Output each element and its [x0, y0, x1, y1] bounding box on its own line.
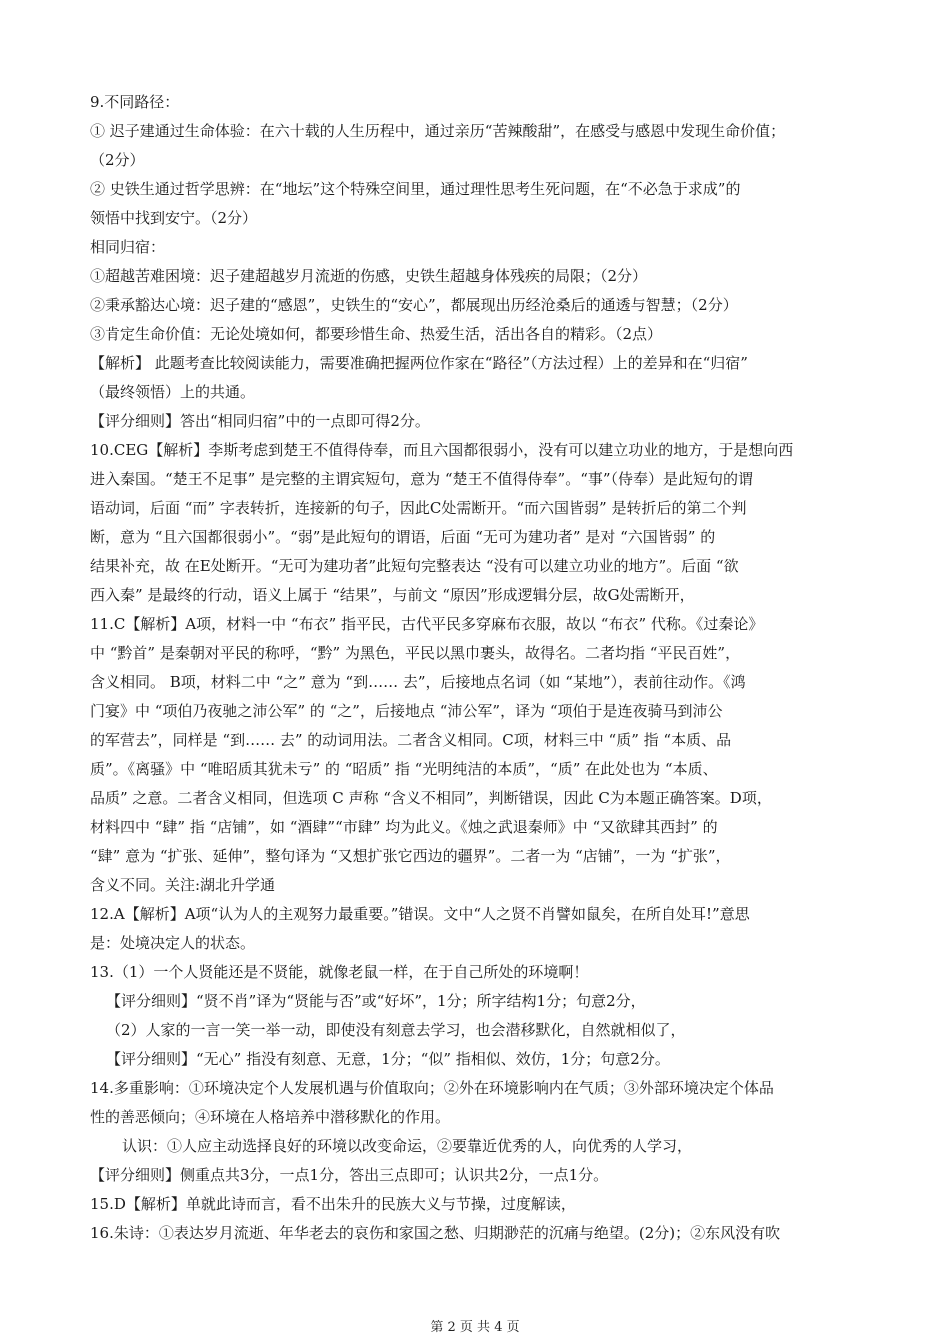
- text-line: 中 “黔首” 是秦朝对平民的称呼，“黔” 为黑色，平民以黑巾裹头，故得名。二者均指 “平民百姓”，: [90, 644, 741, 662]
- text-line: 相同归宿：: [90, 238, 166, 256]
- text-line: “肆” 意为 “扩张、延伸”，整句译为 “又想扩张它西边的疆界”。二者一为 “店铺”，一为 “扩张”，: [90, 847, 731, 865]
- text-line: 【评分细则】“无心” 指没有刻意、无意，1分；“似” 指相似、效仿，1分；句意2分。: [106, 1050, 670, 1068]
- text-line: 16.朱诗：①表达岁月流逝、年华老去的哀伤和家国之愁、归期渺茫的沉痛与绝望。(2分)；②东风没有吹: [90, 1224, 781, 1242]
- text-line: （最终领悟）上的共通。: [90, 383, 256, 401]
- text-line: ② 史铁生通过哲学思辨：在“地坛”这个特殊空间里，通过理性思考生死问题，在“不必急于求成”的: [90, 180, 741, 198]
- text-line: 14.多重影响：①环境决定个人发展机遇与价值取向；②外在环境影响内在气质；③外部环境决定个体品: [90, 1079, 774, 1097]
- text-line: 【评分细则】答出“相同归宿”中的一点即可得2分。: [90, 412, 430, 430]
- text-line: 性的善恶倾向；④环境在人格培养中潜移默化的作用。: [90, 1108, 451, 1126]
- text-line: 12.A【解析】A项“认为人的主观努力最重要。”错误。文中“人之贤不肖譬如鼠矣，在所自处耳!”意思: [90, 905, 750, 923]
- text-line: 西入秦” 是最终的行动，语义上属于 “结果”，与前文 “原因”形成逻辑分层，故G处需断开，: [90, 586, 695, 604]
- text-line: 【解析】 此题考查比较阅读能力，需要准确把握两位作家在“路径”（方法过程）上的差异和在“归宿”: [90, 354, 748, 372]
- text-line: 结果补充，故 在E处断开。“无可为建功者”此短句完整表达 “没有可以建立功业的地方”。后面 “欲: [90, 557, 739, 575]
- text-line: 的军营去”，同样是 “到…… 去” 的动词用法。二者含义相同。C项，材料三中 “质” 指 “本质、品: [90, 731, 732, 749]
- text-line: 含义相同。 B项，材料二中 “之” 意为 “到…… 去”，后接地点名词（如 “某地”），表前往动作。《鸿: [90, 673, 746, 691]
- text-line: 13.（1）一个人贤能还是不贤能，就像老鼠一样，在于自己所处的环境啊！: [90, 963, 589, 981]
- text-line: 门宴》中 “项伯乃夜驰之沛公军” 的 “之”，后接地点 “沛公军”，译为 “项伯于是连夜骑马到沛公: [90, 702, 723, 720]
- text-line: 含义不同。关注:湖北升学通: [90, 876, 276, 894]
- text-line: 是：处境决定人的状态。: [90, 934, 256, 952]
- answer-text: [90, 88, 865, 1248]
- text-line: 15.D【解析】单就此诗而言，看不出朱升的民族大义与节操，过度解读，: [90, 1195, 576, 1213]
- text-line: （2）人家的一言一笑一举一动，即使没有刻意去学习，也会潜移默化，自然就相似了，: [106, 1021, 686, 1039]
- text-line: 材料四中 “肆” 指 “店铺”，如 “酒肆”“市肆” 均为此义。《烛之武退秦师》中 “又欲肆其西封” 的: [90, 818, 718, 836]
- text-line: 领悟中找到安宁。（2分）: [90, 209, 258, 227]
- text-line: 10.CEG【解析】李斯考虑到楚王不值得侍奉，而且六国都很弱小，没有可以建立功业的地方，于是想向西: [90, 441, 794, 459]
- text-line: ②秉承豁达心境：迟子建的“感恩”，史铁生的“安心”，都展现出历经沧桑后的通透与智慧；（2分）: [90, 296, 738, 314]
- text-line: ① 迟子建通过生命体验：在六十载的人生历程中，通过亲历“苦辣酸甜”，在感受与感恩中发现生命价值；: [90, 122, 786, 140]
- text-line: （2分）: [90, 151, 145, 169]
- text-line: 品质” 之意。二者含义相同，但选项 C 声称 “含义不相同”，判断错误，因此 C为本题正确答案。D项，: [90, 789, 772, 807]
- text-line: 质”。《离骚》中 “唯昭质其犹未亏” 的 “昭质” 指 “光明纯洁的本质”，“质” 在此处也为 “本质、: [90, 760, 718, 778]
- text-line: 断，意为 “且六国都很弱小”。“弱”是此短句的谓语，后面 “无可为建功者” 是对 “六国皆弱” 的: [90, 528, 716, 546]
- text-line: 进入秦国。“楚王不足事” 是完整的主谓宾短句，意为 “楚王不值得侍奉”。“事”（侍奉）是此短句的谓: [90, 470, 754, 488]
- text-line: 【评分细则】侧重点共3分，一点1分，答出三点即可；认识共2分，一点1分。: [90, 1166, 609, 1184]
- text-line: 认识：①人应主动选择良好的环境以改变命运，②要靠近优秀的人，向优秀的人学习，: [122, 1137, 693, 1155]
- text-line: 语动词，后面 “而” 字表转折，连接新的句子，因此C处需断开。“而六国皆弱” 是转折后的第二个判: [90, 499, 747, 517]
- page-number: 第 2 页 共 4 页: [430, 1320, 520, 1335]
- text-line: 11.C【解析】A项，材料一中 “布衣” 指平民，古代平民多穿麻布衣服，故以 “布衣” 代称。《过秦论》: [90, 615, 764, 633]
- text-line: 【评分细则】“贤不肖”译为“贤能与否”或“好坏”，1分；所字结构1分；句意2分，: [106, 992, 646, 1010]
- text-line: ③肯定生命价值：无论处境如何，都要珍惜生命、热爱生活，活出各自的精彩。（2点）: [90, 325, 663, 343]
- text-line: 9.不同路径：: [90, 93, 180, 111]
- text-line: ①超越苦难困境：迟子建超越岁月流逝的伤感，史铁生超越身体残疾的局限；（2分）: [90, 267, 648, 285]
